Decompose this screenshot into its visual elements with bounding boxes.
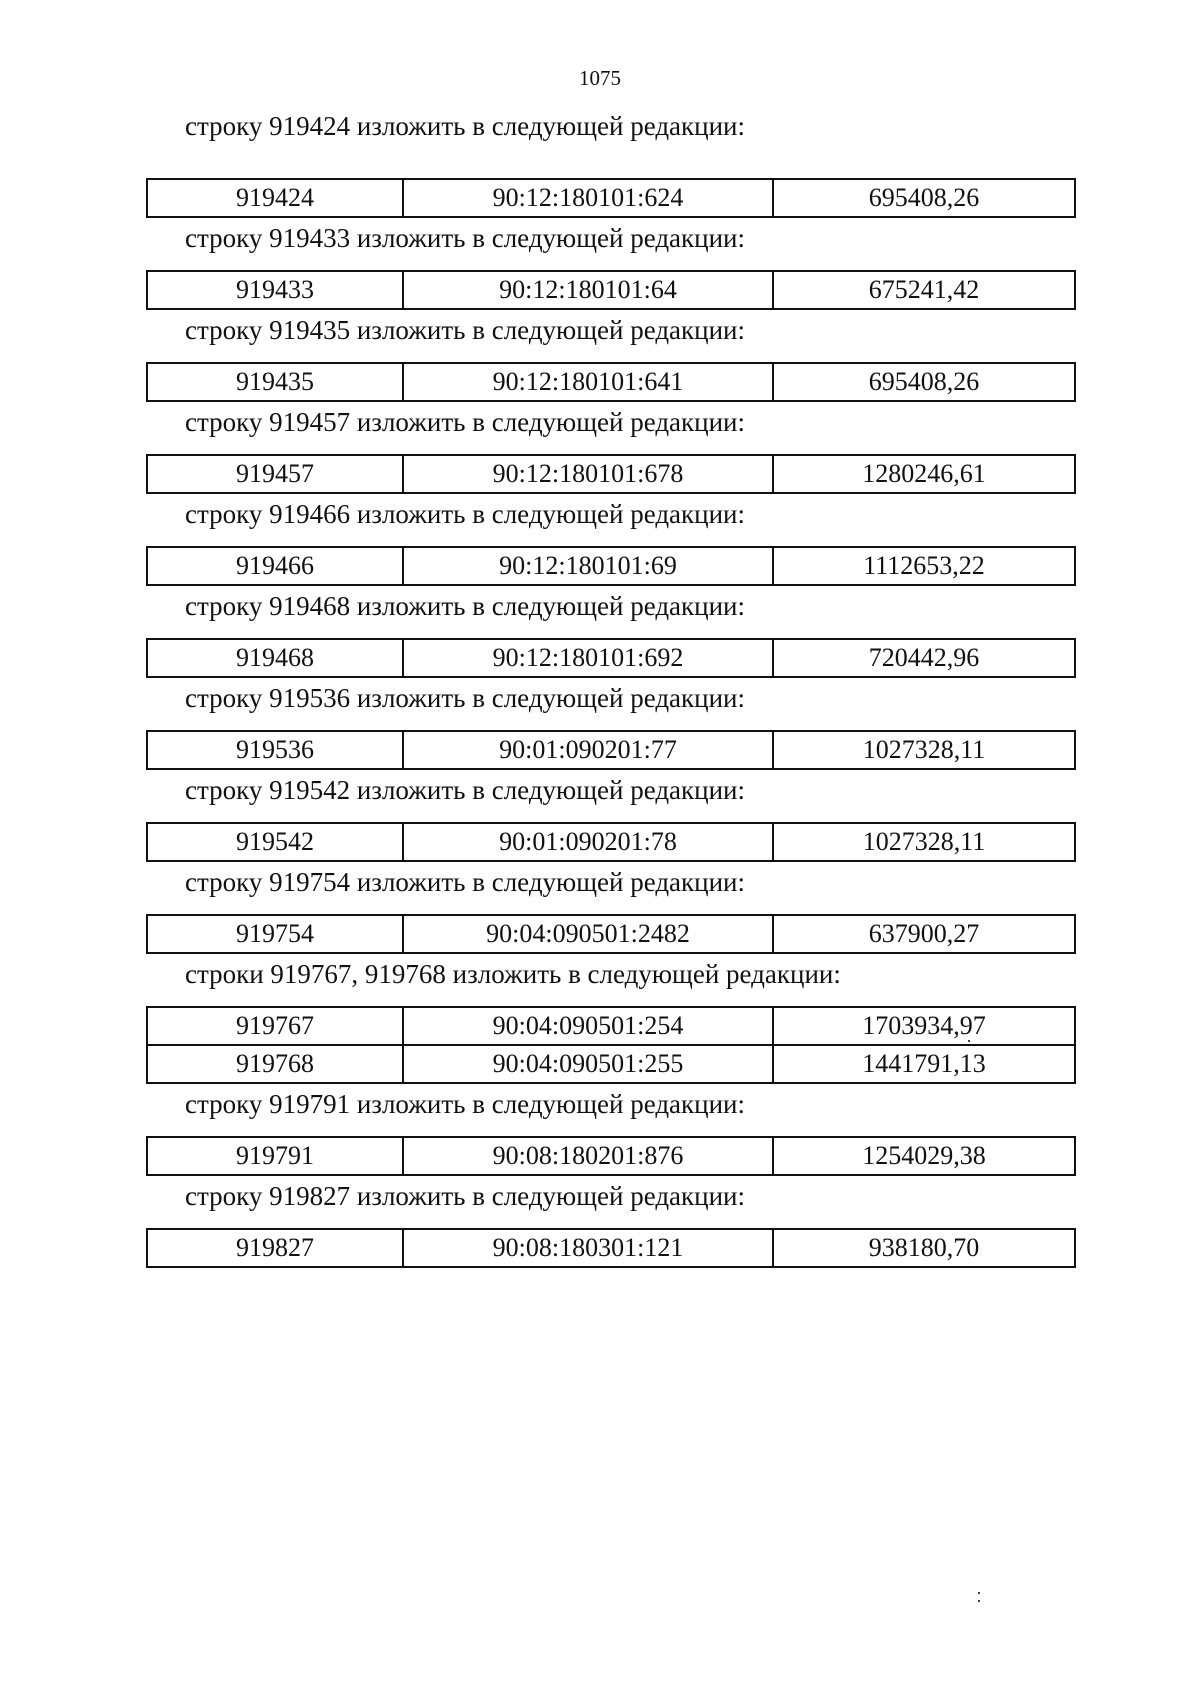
table-row [148, 916, 1074, 952]
value-cell: 1703934,97 [862, 1011, 986, 1040]
amendment-table [146, 546, 1076, 586]
amendment-intro: строку 919542 изложить в следующей редакции: [185, 775, 746, 805]
amendment-section [0, 678, 1200, 770]
amendment-table [146, 1006, 1076, 1084]
value-cell: 1280246,61 [862, 459, 986, 488]
value-cell: 938180,70 [868, 1233, 980, 1262]
row-number-cell: 919768 [148, 1046, 404, 1082]
amendment-table [146, 362, 1076, 402]
amendment-section [0, 310, 1200, 402]
table-row [148, 824, 1074, 860]
table-row [148, 180, 1074, 216]
cadastral-number-cell: 90:12:180101:692 [404, 640, 774, 676]
table-row [148, 272, 1074, 308]
row-number-cell: 919827 [148, 1230, 404, 1266]
cadastral-number-cell: 90:12:180101:624 [404, 180, 774, 216]
row-number-cell: 919424 [148, 180, 404, 216]
amendment-section [0, 1084, 1200, 1176]
cadastral-number-cell: 90:04:090501:255 [404, 1046, 774, 1082]
amendment-section [0, 862, 1200, 954]
amendment-table [146, 1136, 1076, 1176]
amendment-intro: строку 919457 изложить в следующей редакции: [185, 407, 746, 437]
cadastral-number-cell: 90:12:180101:64 [404, 272, 774, 308]
amendment-intro: строку 919435 изложить в следующей редакции: [185, 315, 746, 345]
row-number-cell: 919466 [148, 548, 404, 584]
cadastral-number-cell: 90:12:180101:678 [404, 456, 774, 492]
row-number-cell: 919754 [148, 916, 404, 952]
row-number-cell: 919468 [148, 640, 404, 676]
amendment-intro: строку 919754 изложить в следующей редакции: [185, 867, 746, 897]
amendment-intro: строку 919536 изложить в следующей редакции: [185, 683, 746, 713]
row-number-cell: 919767 [148, 1008, 404, 1044]
amendment-table [146, 730, 1076, 770]
table-row [148, 1230, 1074, 1266]
table-row [148, 640, 1074, 676]
document-body [0, 106, 1200, 1268]
cadastral-number-cell: 90:12:180101:641 [404, 364, 774, 400]
row-number-cell: 919791 [148, 1138, 404, 1174]
cadastral-number-cell: 90:01:090201:78 [404, 824, 774, 860]
page-number: 1075 [579, 66, 621, 90]
value-cell: 1027328,11 [862, 735, 986, 764]
cadastral-number-cell: 90:08:180201:876 [404, 1138, 774, 1174]
amendment-table [146, 178, 1076, 218]
amendment-intro: строку 919827 изложить в следующей редакции: [185, 1181, 746, 1211]
amendment-section [0, 586, 1200, 678]
amendment-intro: строки 919767, 919768 изложить в следующей редакции: [185, 959, 841, 989]
amendment-intro: строку 919468 изложить в следующей редакции: [185, 591, 746, 621]
amendment-section [0, 218, 1200, 310]
row-number-cell: 919542 [148, 824, 404, 860]
scan-speck [978, 1600, 980, 1602]
value-cell: 695408,26 [868, 367, 980, 396]
amendment-section [0, 494, 1200, 586]
cadastral-number-cell: 90:01:090201:77 [404, 732, 774, 768]
value-cell: 695408,26 [868, 183, 980, 212]
value-cell: 1441791,13 [862, 1049, 986, 1078]
table-row [148, 364, 1074, 400]
value-cell: 720442,96 [868, 643, 980, 672]
table-row [148, 732, 1074, 768]
amendment-section [0, 770, 1200, 862]
amendment-section [0, 402, 1200, 494]
cadastral-number-cell: 90:08:180301:121 [404, 1230, 774, 1266]
cadastral-number-cell: 90:04:090501:2482 [404, 916, 774, 952]
cadastral-number-cell: 90:04:090501:254 [404, 1008, 774, 1044]
amendment-table [146, 638, 1076, 678]
amendment-table [146, 914, 1076, 954]
row-number-cell: 919435 [148, 364, 404, 400]
row-number-cell: 919433 [148, 272, 404, 308]
value-cell: 1112653,22 [863, 551, 985, 580]
table-row [148, 456, 1074, 492]
cadastral-number-cell: 90:12:180101:69 [404, 548, 774, 584]
scan-speck [968, 1040, 970, 1042]
table-row [148, 1008, 1074, 1044]
amendment-section [0, 106, 1200, 218]
amendment-intro: строку 919424 изложить в следующей редакции: [185, 111, 746, 141]
table-row [148, 548, 1074, 584]
amendment-table [146, 270, 1076, 310]
row-number-cell: 919457 [148, 456, 404, 492]
amendment-intro: строку 919433 изложить в следующей редакции: [185, 223, 746, 253]
row-number-cell: 919536 [148, 732, 404, 768]
scan-speck [978, 1592, 980, 1594]
amendment-table [146, 1228, 1076, 1268]
amendment-section [0, 1176, 1200, 1268]
table-row [148, 1044, 1074, 1082]
table-row [148, 1138, 1074, 1174]
amendment-intro: строку 919791 изложить в следующей редакции: [185, 1089, 746, 1119]
value-cell: 675241,42 [868, 275, 980, 304]
value-cell: 1254029,38 [862, 1141, 986, 1170]
amendment-table [146, 822, 1076, 862]
amendment-table [146, 454, 1076, 494]
value-cell: 637900,27 [868, 919, 980, 948]
amendment-section [0, 954, 1200, 1084]
amendment-intro: строку 919466 изложить в следующей редакции: [185, 499, 746, 529]
value-cell: 1027328,11 [862, 827, 986, 856]
